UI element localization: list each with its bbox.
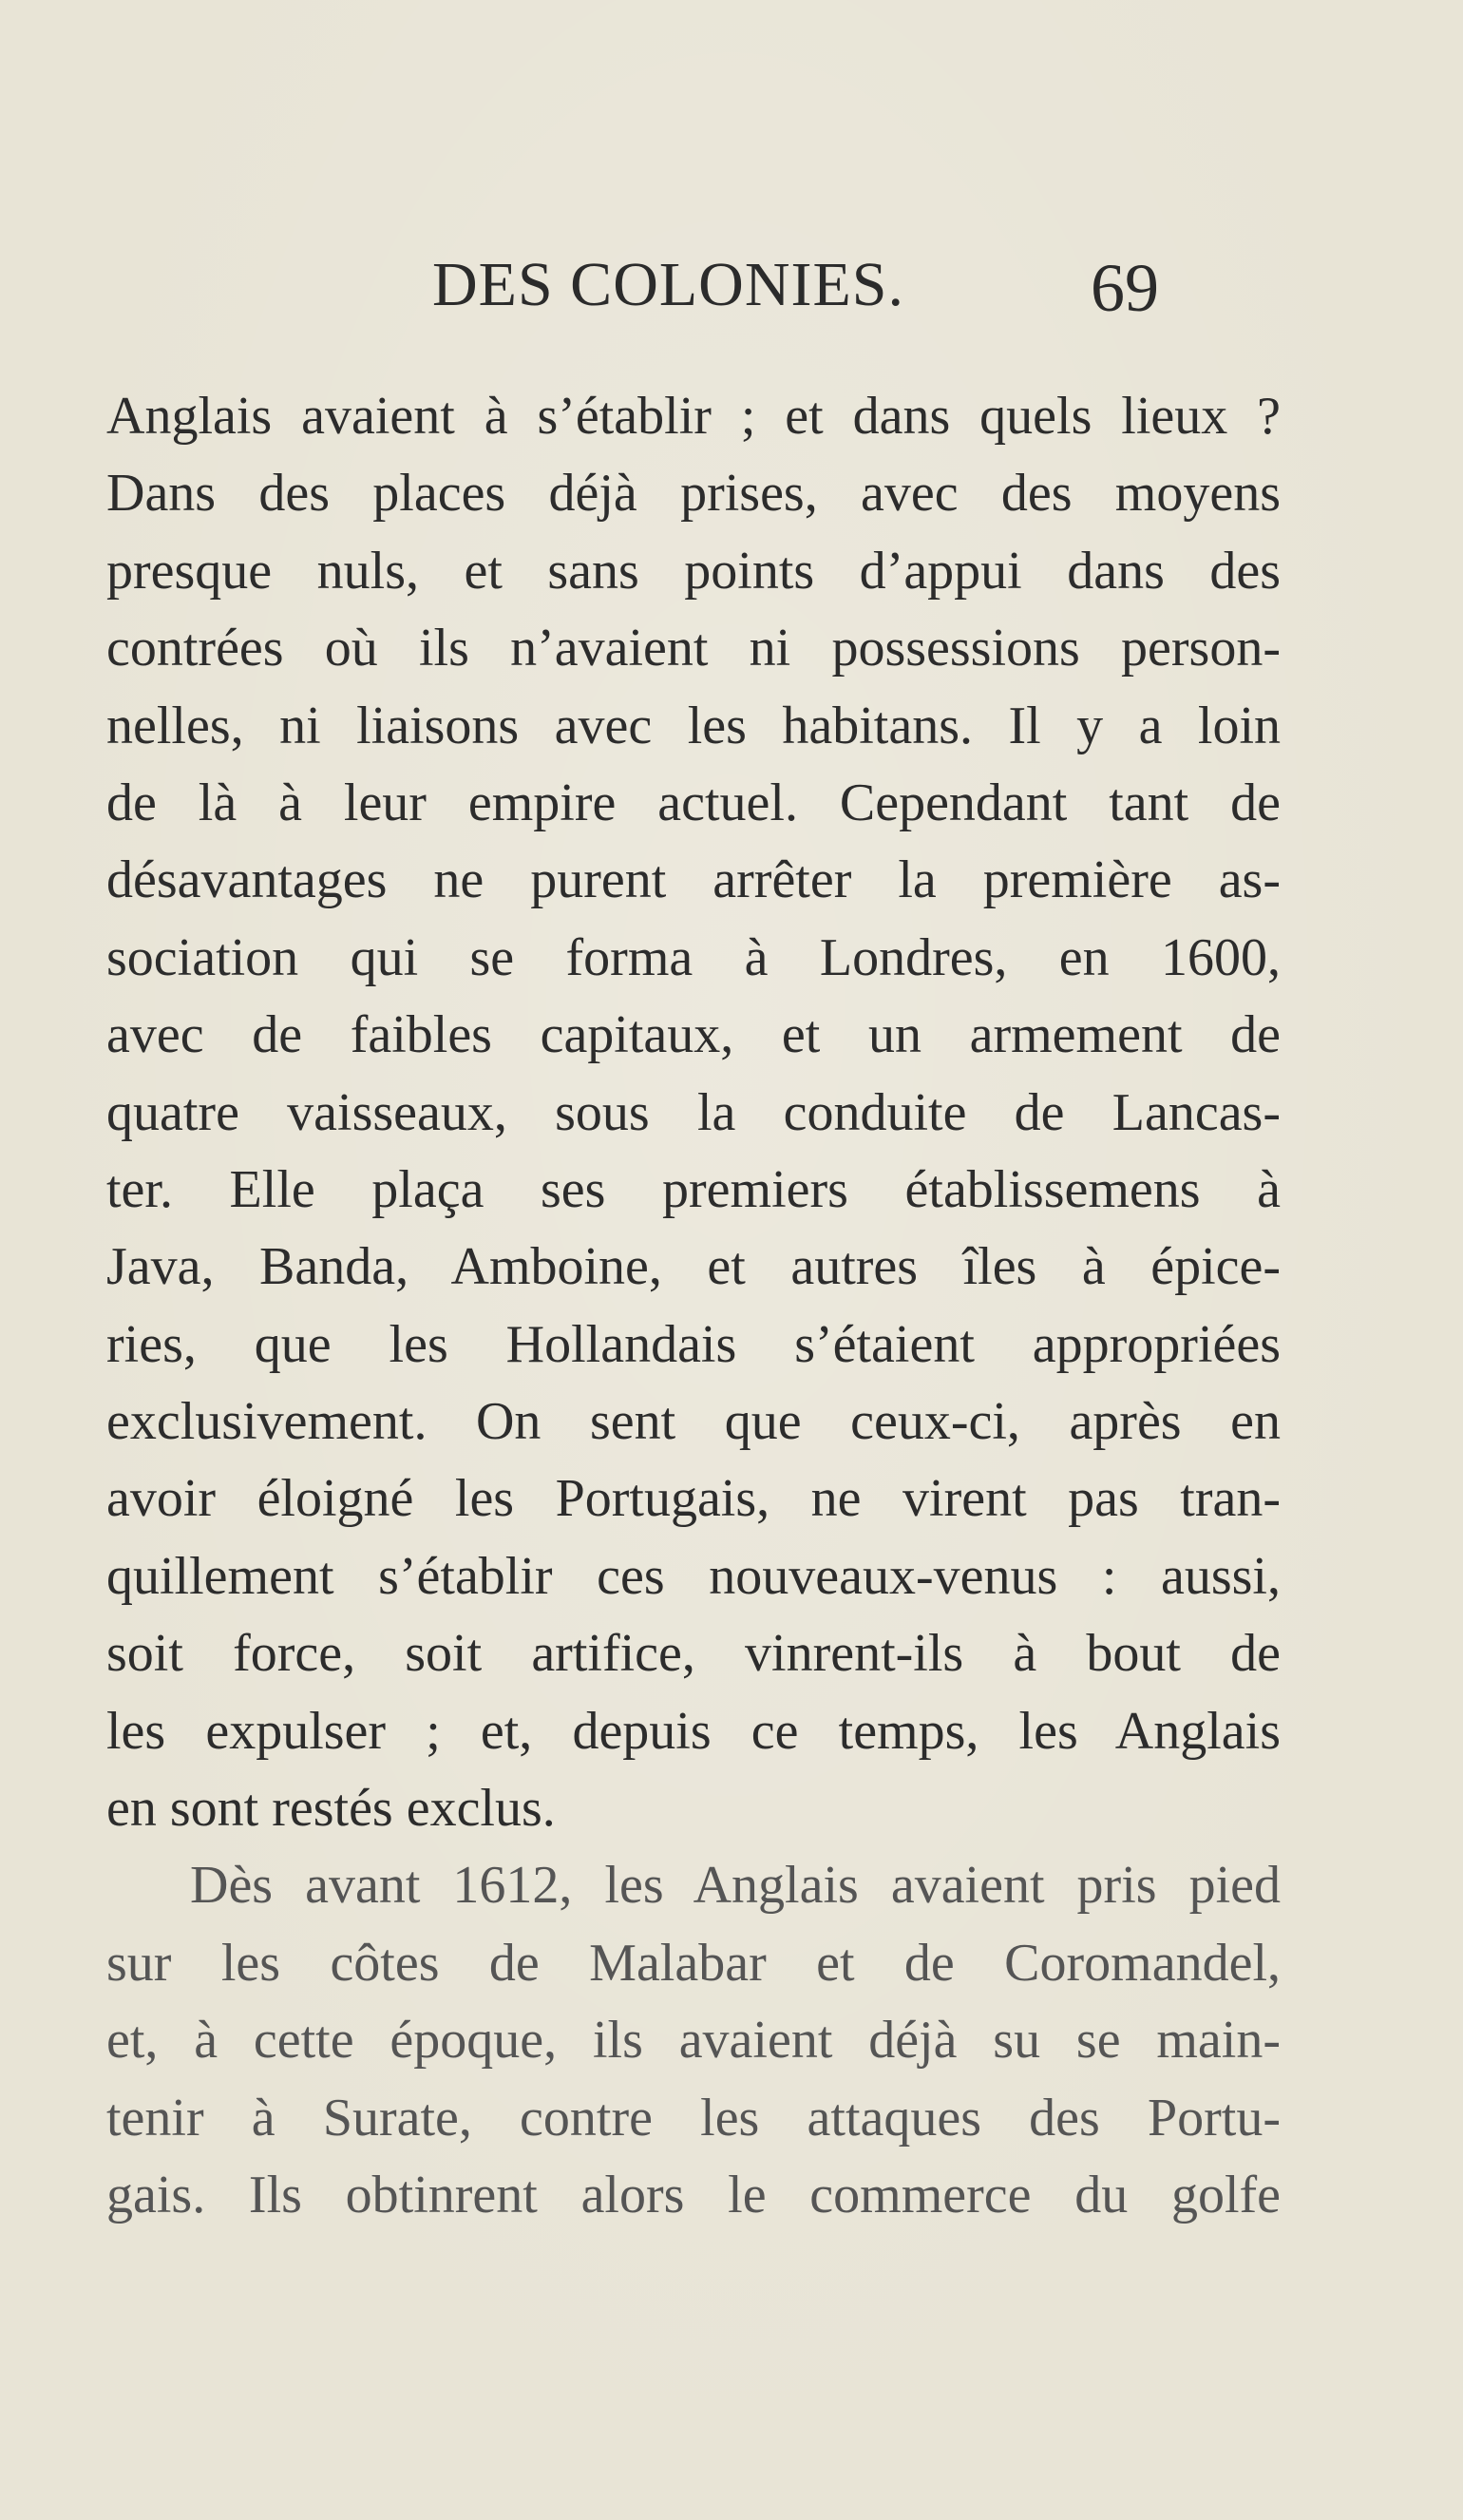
text-line: désavantages ne purent arrêter la première as- bbox=[106, 850, 1281, 910]
text-line: ries, que les Hollandais s’étaient appropriées bbox=[106, 1314, 1281, 1374]
text-line: Java, Banda, Amboine, et autres îles à épice- bbox=[106, 1237, 1281, 1297]
text-line: exclusivement. On sent que ceux-ci, après en bbox=[106, 1392, 1281, 1452]
text-line: contrées où ils n’avaient ni possessions person- bbox=[106, 619, 1281, 678]
text-line: quatre vaisseaux, sous la conduite de Lancas- bbox=[106, 1082, 1281, 1142]
text-line: quillement s’établir ces nouveaux-venus : aussi, bbox=[106, 1546, 1281, 1606]
text-line: ter. Elle plaça ses premiers établissemens à bbox=[106, 1159, 1281, 1219]
paragraph-start-line: Dès avant 1612, les Anglais avaient pris pied bbox=[190, 1856, 1281, 1916]
running-head: DES COLONIES. bbox=[432, 250, 905, 319]
text-line: sociation qui se forma à Londres, en 1600, bbox=[106, 927, 1281, 987]
text-line: gais. Ils obtinrent alors le commerce du golfe bbox=[106, 2165, 1281, 2224]
text-line: avec de faibles capitaux, et un armement de bbox=[106, 1005, 1281, 1065]
page-number: 69 bbox=[1091, 250, 1159, 326]
text-line: avoir éloigné les Portugais, ne virent pas tran- bbox=[106, 1469, 1281, 1529]
page-header bbox=[0, 249, 1463, 325]
paragraph-end-line: en sont restés exclus. bbox=[106, 1779, 556, 1839]
text-line: de là à leur empire actuel. Cependant tant de bbox=[106, 773, 1281, 832]
text-line: nelles, ni liaisons avec les habitans. Il y a loin bbox=[106, 696, 1281, 755]
text-line: sur les côtes de Malabar et de Coromandel, bbox=[106, 1933, 1281, 1993]
text-line: et, à cette époque, ils avaient déjà su se main- bbox=[106, 2011, 1281, 2071]
body-text bbox=[106, 378, 1281, 2234]
text-line: tenir à Surate, contre les attaques des Portu- bbox=[106, 2088, 1281, 2148]
text-line: soit force, soit artifice, vinrent-ils à bout de bbox=[106, 1624, 1281, 1684]
text-line: les expulser ; et, depuis ce temps, les Anglais bbox=[106, 1701, 1281, 1761]
text-line: Anglais avaient à s’établir ; et dans quels lieux ? bbox=[106, 387, 1281, 446]
text-line: presque nuls, et sans points d’appui dans des bbox=[106, 541, 1281, 601]
text-line: Dans des places déjà prises, avec des moyens bbox=[106, 464, 1281, 524]
